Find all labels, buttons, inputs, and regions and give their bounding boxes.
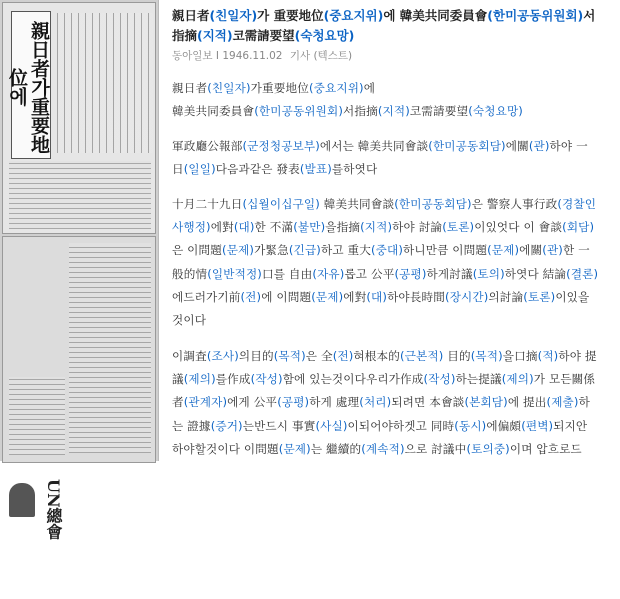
text-segment: 하야 討論 xyxy=(392,220,443,235)
korean-reading: (공평) xyxy=(394,266,427,281)
korean-reading: (친일자) xyxy=(209,8,258,23)
korean-reading: (전) xyxy=(240,289,262,304)
text-segment: 에게 公平 xyxy=(227,395,278,410)
text-segment: 되지안 xyxy=(553,418,588,433)
text-line xyxy=(172,263,612,286)
korean-reading: (지적) xyxy=(360,220,393,235)
text-line xyxy=(172,438,612,461)
text-segment: 은 全 xyxy=(305,349,333,363)
clip-body-text xyxy=(9,161,151,229)
meta-type: 기사 (텍스트) xyxy=(289,50,353,62)
text-segment: 가 모든關係 xyxy=(533,372,596,387)
text-segment: 에 이問題 xyxy=(261,289,312,304)
korean-reading: (토의중) xyxy=(466,441,510,456)
text-segment: 하게 處理 xyxy=(309,395,360,410)
meta-separator: I xyxy=(215,50,223,62)
korean-reading: (토론) xyxy=(442,220,475,235)
text-segment: 혀根本的 xyxy=(353,349,401,363)
text-segment: 를作成 xyxy=(215,372,251,387)
text-segment: 는 證據 xyxy=(172,418,211,433)
title-segment: 가 重要地位 xyxy=(257,8,324,23)
text-line xyxy=(172,77,612,100)
korean-reading: (목적) xyxy=(470,349,503,363)
newspaper-clip-bottom xyxy=(2,236,156,540)
newspaper-thumbnail[interactable] xyxy=(0,0,159,540)
korean-reading: (목적) xyxy=(273,349,306,363)
text-segment: 하고 重大 xyxy=(320,243,371,258)
korean-reading: (작성) xyxy=(423,372,456,387)
korean-reading: (지적) xyxy=(197,28,233,43)
korean-reading: (조사) xyxy=(206,349,239,363)
text-segment: 에 提出 xyxy=(507,395,547,410)
title-segment: 에 韓美共同委員會 xyxy=(383,8,488,23)
text-segment: 하엿다 結論 xyxy=(504,266,567,281)
text-segment: 親日者 xyxy=(172,81,208,95)
korean-reading: (불만) xyxy=(293,220,326,235)
text-line xyxy=(172,158,612,181)
text-segment: 한 一 xyxy=(562,243,590,258)
portrait-photo xyxy=(9,483,35,517)
article-paragraph xyxy=(172,193,612,332)
clip-columns-left xyxy=(9,377,65,455)
article-paragraph xyxy=(172,77,612,123)
text-segment: 의目的 xyxy=(238,349,274,363)
korean-reading: (편벽) xyxy=(521,418,554,433)
text-segment: 하 xyxy=(578,395,590,410)
text-segment: 十月二十九日 xyxy=(172,197,243,211)
title-segment: 코需請要望 xyxy=(232,28,295,43)
text-segment: 하게討議 xyxy=(426,266,473,281)
text-segment: 것이다 xyxy=(172,313,207,328)
korean-reading: (한미공동위원회) xyxy=(254,104,344,119)
text-line xyxy=(172,391,612,414)
text-line xyxy=(172,345,612,368)
korean-reading: (공평) xyxy=(277,395,310,410)
korean-reading: (동시) xyxy=(454,418,487,433)
korean-reading: (한미공동회담) xyxy=(428,139,506,153)
korean-reading: (친일자) xyxy=(207,81,251,95)
korean-reading: (작성) xyxy=(250,372,283,387)
text-segment: 에드러가기前 xyxy=(172,289,241,304)
text-segment: 軍政廳公報部 xyxy=(172,139,243,153)
korean-reading: (제의) xyxy=(501,372,534,387)
korean-reading: (결론) xyxy=(566,266,599,281)
text-segment: 者 xyxy=(172,395,184,410)
text-segment: 議 xyxy=(172,372,184,387)
text-segment: 하야 一 xyxy=(549,139,588,153)
korean-reading: (증거) xyxy=(210,418,243,433)
korean-reading: (중요지위) xyxy=(323,8,384,23)
korean-reading: (계속적) xyxy=(361,441,405,456)
text-segment: 이調査 xyxy=(172,349,207,363)
newspaper-clip-top xyxy=(2,2,156,234)
text-segment: 되려면 本會談 xyxy=(391,395,465,410)
text-segment: 롭고 公平 xyxy=(344,266,395,281)
text-segment: 口를 自由 xyxy=(261,266,313,281)
clip-columns xyxy=(69,243,151,453)
text-segment: 에關 xyxy=(519,243,543,258)
text-line xyxy=(172,415,612,438)
article-title xyxy=(172,6,612,46)
text-line xyxy=(172,193,612,216)
text-line xyxy=(172,216,612,239)
text-segment: 를하엿다 xyxy=(331,162,378,177)
korean-reading: (근본적) xyxy=(400,349,444,363)
text-segment: 般的情 xyxy=(172,266,208,281)
text-segment: 에對 xyxy=(343,289,367,304)
korean-reading: 사행정) xyxy=(172,220,211,235)
korean-reading: (처리) xyxy=(359,395,392,410)
text-segment: 한 不滿 xyxy=(254,220,294,235)
korean-reading: (숙청요망) xyxy=(294,28,355,43)
text-segment: 하야長時間 xyxy=(387,289,446,304)
korean-reading: (문제) xyxy=(278,441,311,456)
meta-date: 1946.11.02 xyxy=(222,50,283,62)
text-segment: 하니만큼 이問題 xyxy=(403,243,488,258)
text-segment: 다음과같은 發表 xyxy=(215,162,300,177)
text-segment: 을指摘 xyxy=(325,220,361,235)
clip-headline: 親日者가重要地位에 xyxy=(11,11,51,159)
korean-reading: (중요지위) xyxy=(308,81,364,95)
text-segment: 가緊急 xyxy=(254,243,289,258)
korean-reading: (적) xyxy=(537,349,559,363)
text-segment: 은 이問題 xyxy=(172,243,223,258)
text-segment: 는반드시 事實 xyxy=(242,418,316,433)
korean-reading: (한미공동회담) xyxy=(394,197,472,211)
text-segment: 韓美共同委員會 xyxy=(172,104,255,119)
korean-reading: (사실) xyxy=(315,418,348,433)
korean-reading: (숙청요망) xyxy=(468,104,523,119)
text-segment: 韓美共同會談 xyxy=(319,197,395,211)
korean-reading: (경찰인 xyxy=(557,197,597,211)
text-segment: 하는提議 xyxy=(455,372,502,387)
korean-reading: (장시간) xyxy=(445,289,489,304)
text-segment: 에서는 韓美共同會談 xyxy=(319,139,429,153)
korean-reading: (토론) xyxy=(523,289,556,304)
text-segment: 이며 압흐로드 xyxy=(509,441,582,456)
article-paragraph xyxy=(172,345,612,461)
korean-reading: (제출) xyxy=(546,395,579,410)
korean-reading: (회담) xyxy=(562,220,595,235)
korean-reading: (관) xyxy=(528,139,550,153)
korean-reading: (제의) xyxy=(183,372,216,387)
korean-reading: (긴급) xyxy=(288,243,321,258)
text-line xyxy=(172,368,612,391)
korean-reading: (한미공동위원회) xyxy=(487,8,584,23)
text-segment: 이있엇다 이 會談 xyxy=(474,220,563,235)
korean-reading: (일일) xyxy=(183,162,216,177)
text-line xyxy=(172,100,612,123)
text-segment: 에偏頗 xyxy=(486,418,522,433)
text-segment: 가重要地位 xyxy=(250,81,309,95)
korean-reading: (관계자) xyxy=(183,395,228,410)
meta-source[interactable]: 동아일보 xyxy=(172,50,213,62)
korean-reading: (문제) xyxy=(222,243,255,258)
article-paragraph xyxy=(172,135,612,181)
article-meta xyxy=(172,48,352,63)
text-segment: 日 xyxy=(172,162,184,177)
korean-reading: (관) xyxy=(542,243,563,258)
text-segment: 함에 있는것이다우리가作成 xyxy=(282,372,424,387)
korean-reading: (군정청공보부) xyxy=(242,139,320,153)
text-segment: 코需請要望 xyxy=(409,104,469,119)
title-segment: 서 指摘 xyxy=(172,8,596,43)
text-segment: 에 xyxy=(363,81,376,95)
text-segment: 이되어야하겟고 同時 xyxy=(347,418,455,433)
korean-reading: (토의) xyxy=(472,266,505,281)
text-segment: 서指摘 xyxy=(343,104,378,119)
korean-reading: (대) xyxy=(366,289,388,304)
text-segment: 하야할것이다 이問題 xyxy=(172,441,279,456)
text-line xyxy=(172,309,612,332)
text-segment: 이있을 xyxy=(555,289,590,304)
korean-reading: (십월이십구일) xyxy=(242,197,320,211)
text-line xyxy=(172,135,612,158)
text-segment: 는 繼續的 xyxy=(310,441,362,456)
text-segment: 目的 xyxy=(443,349,471,363)
korean-reading: (중대) xyxy=(371,243,404,258)
korean-reading: (지적) xyxy=(377,104,410,119)
korean-reading: (발표) xyxy=(299,162,332,177)
text-segment: 은 警察人事行政 xyxy=(471,197,558,211)
title-segment: 親日者 xyxy=(172,8,210,23)
korean-reading: (본회담) xyxy=(464,395,508,410)
text-line xyxy=(172,239,612,262)
clip-side-headline: UN總會 xyxy=(44,479,63,540)
korean-reading: (문제) xyxy=(311,289,344,304)
clip-subtext xyxy=(57,13,153,153)
text-segment: 에對 xyxy=(210,220,234,235)
korean-reading: (대) xyxy=(233,220,255,235)
text-segment: 의討論 xyxy=(488,289,524,304)
korean-reading: (문제) xyxy=(487,243,520,258)
text-segment: 에關 xyxy=(505,139,529,153)
text-line xyxy=(172,286,612,309)
text-segment: 하야 提 xyxy=(558,349,597,363)
text-segment: 으로 討議中 xyxy=(404,441,467,456)
korean-reading: (자유) xyxy=(312,266,345,281)
text-segment: 을口摘 xyxy=(502,349,538,363)
korean-reading: (전) xyxy=(332,349,354,363)
korean-reading: (일반적정) xyxy=(207,266,262,281)
